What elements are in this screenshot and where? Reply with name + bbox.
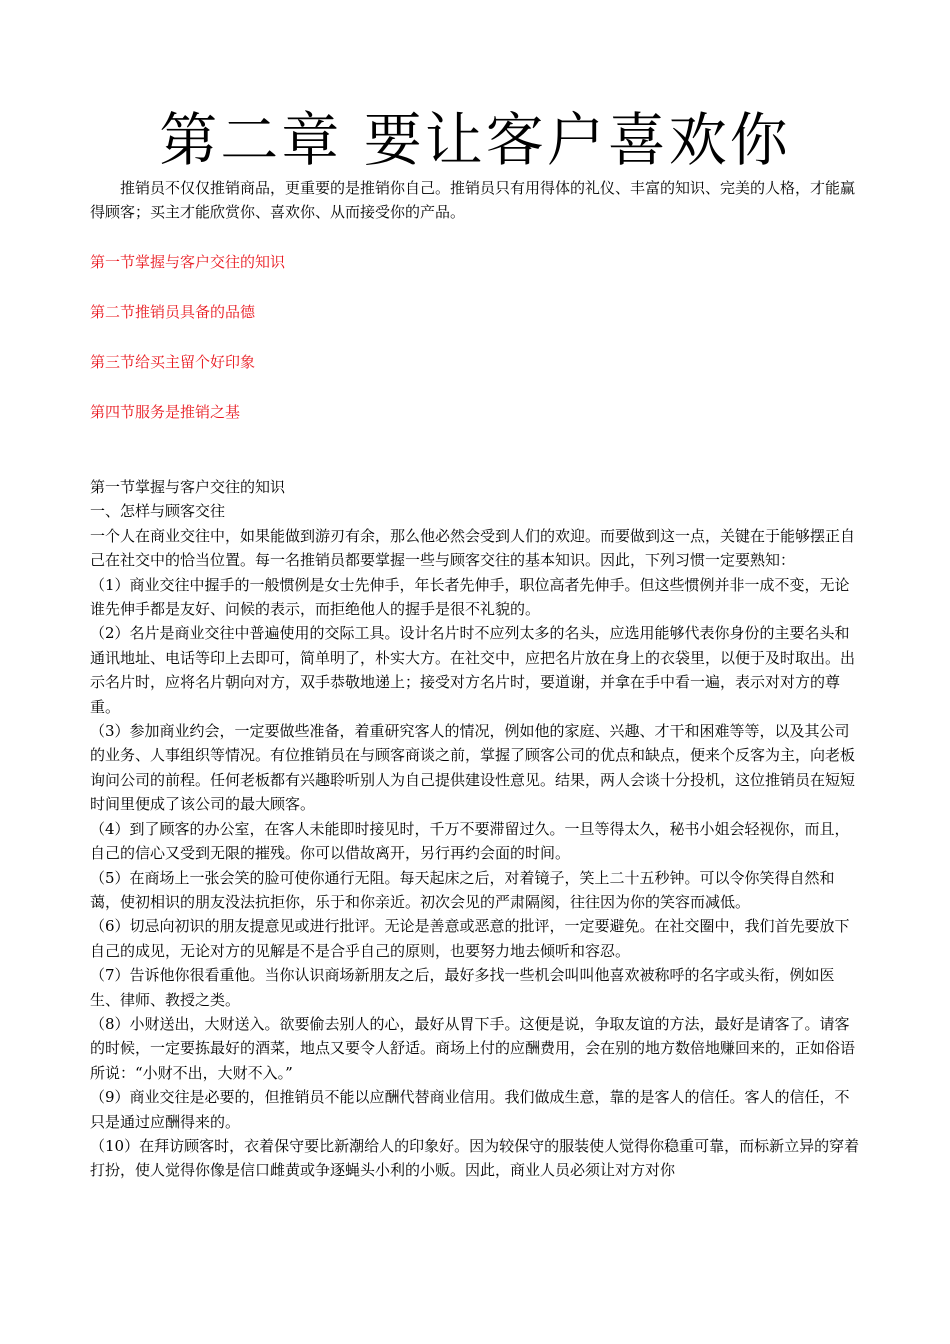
paragraph: （4）到了顾客的办公室，在客人未能即时接见时，千万不要滞留过久。一旦等得太久，秘书小姐会轻视你，而且，自己的信心又受到无限的摧残。你可以借故离开，另行再约会面的时间。: [90, 819, 850, 863]
chapter-title: 第二章 要让客户喜欢你: [159, 106, 791, 174]
toc-item[interactable]: 第四节服务是推销之基: [90, 403, 241, 421]
paragraph: （8）小财送出，大财送入。欲要偷去别人的心，最好从胃下手。这便是说，争取友谊的方法，最好是请客了。请客的时候，一定要拣最好的酒菜，地点又要令人舒适。商场上付的应酬费用，会在别的地方数倍地赚回来的，正如俗语所说：“小财不出，大财不入。”: [90, 1014, 856, 1082]
paragraph: （10）在拜访顾客时，衣着保守要比新潮给人的印象好。因为较保守的服装使人觉得你稳重可靠，而标新立异的穿着打扮，使人觉得你像是信口雌黄或争逐蝇头小利的小贩。因此，商业人员必须让对方对你: [90, 1136, 860, 1180]
toc-item[interactable]: 第一节掌握与客户交往的知识: [90, 253, 286, 271]
toc-item[interactable]: 第二节推销员具备的品德: [90, 303, 256, 321]
paragraph: （9）商业交往是必要的，但推销员不能以应酬代替商业信用。我们做成生意，靠的是客人的信任。客人的信任，不只是通过应酬得来的。: [90, 1088, 850, 1131]
table-of-contents: [90, 250, 860, 450]
paragraph: （6）切忌向初识的朋友提意见或进行批评。无论是善意或恶意的批评，一定要避免。在社交圈中，我们首先要放下自己的成见，无论对方的见解是不是合乎自己的原则，也要努力地去倾听和容忍。: [90, 917, 850, 960]
subheading: 一、怎样与顾客交往: [90, 502, 226, 521]
section-body: [90, 475, 860, 1183]
paragraph: 一个人在商业交往中，如果能做到游刃有余，那么他必然会受到人们的欢迎。而要做到这一点，关键在于能够摆正自己在社交中的恰当位置。每一名推销员都要掌握一些与顾客交往的基本知识。因此，下列习惯一定要熟知：: [90, 526, 856, 570]
paragraph: （2）名片是商业交往中普遍使用的交际工具。设计名片时不应列太多的名头，应选用能够代表你身份的主要名头和通讯地址、电话等印上去即可，简单明了，朴实大方。在社交中，应把名片放在身上的衣袋里，以便于及时取出。出示名片时，应将名片朝向对方，双手恭敬地递上；接受对方名片时，要道谢，并拿在手中看一遍，表示对对方的尊重。: [90, 624, 856, 716]
paragraph: （5）在商场上一张会笑的脸可使你通行无阻。每天起床之后，对着镜子，笑上二十五秒钟。可以令你笑得自然和蔼，使初相识的朋友没法抗拒你，乐于和你亲近。初次会见的严肃隔阂，往往因为你的笑容而减低。: [90, 868, 835, 911]
toc-item[interactable]: 第三节给买主留个好印象: [90, 353, 256, 371]
chapter-intro: 推销员不仅仅推销商品，更重要的是推销你自己。推销员只有用得体的礼仪、丰富的知识、完美的人格，才能赢得顾客；买主才能欣赏你、喜欢你、从而接受你的产品。: [90, 179, 856, 221]
paragraph: （7）告诉他你很看重他。当你认识商场新朋友之后，最好多找一些机会叫叫他喜欢被称呼的名字或头衔，例如医生、律师、教授之类。: [90, 966, 835, 1009]
paragraph: （3）参加商业约会，一定要做些准备，着重研究客人的情况，例如他的家庭、兴趣、才干和困难等等，以及其公司的业务、人事组织等情况。有位推销员在与顾客商谈之前，掌握了顾客公司的优点和缺点，便来个反客为主，向老板询问公司的前程。任何老板都有兴趣聆听别人为自己提供建设性意见。结果，两人会谈十分投机，这位推销员在短短时间里便成了该公司的最大顾客。: [90, 722, 856, 814]
section-heading: 第一节掌握与客户交往的知识: [90, 478, 286, 496]
paragraph: （1）商业交往中握手的一般惯例是女士先伸手，年长者先伸手，职位高者先伸手。但这些惯例并非一成不变，无论谁先伸手都是友好、问候的表示，而拒绝他人的握手是很不礼貌的。: [90, 575, 850, 619]
